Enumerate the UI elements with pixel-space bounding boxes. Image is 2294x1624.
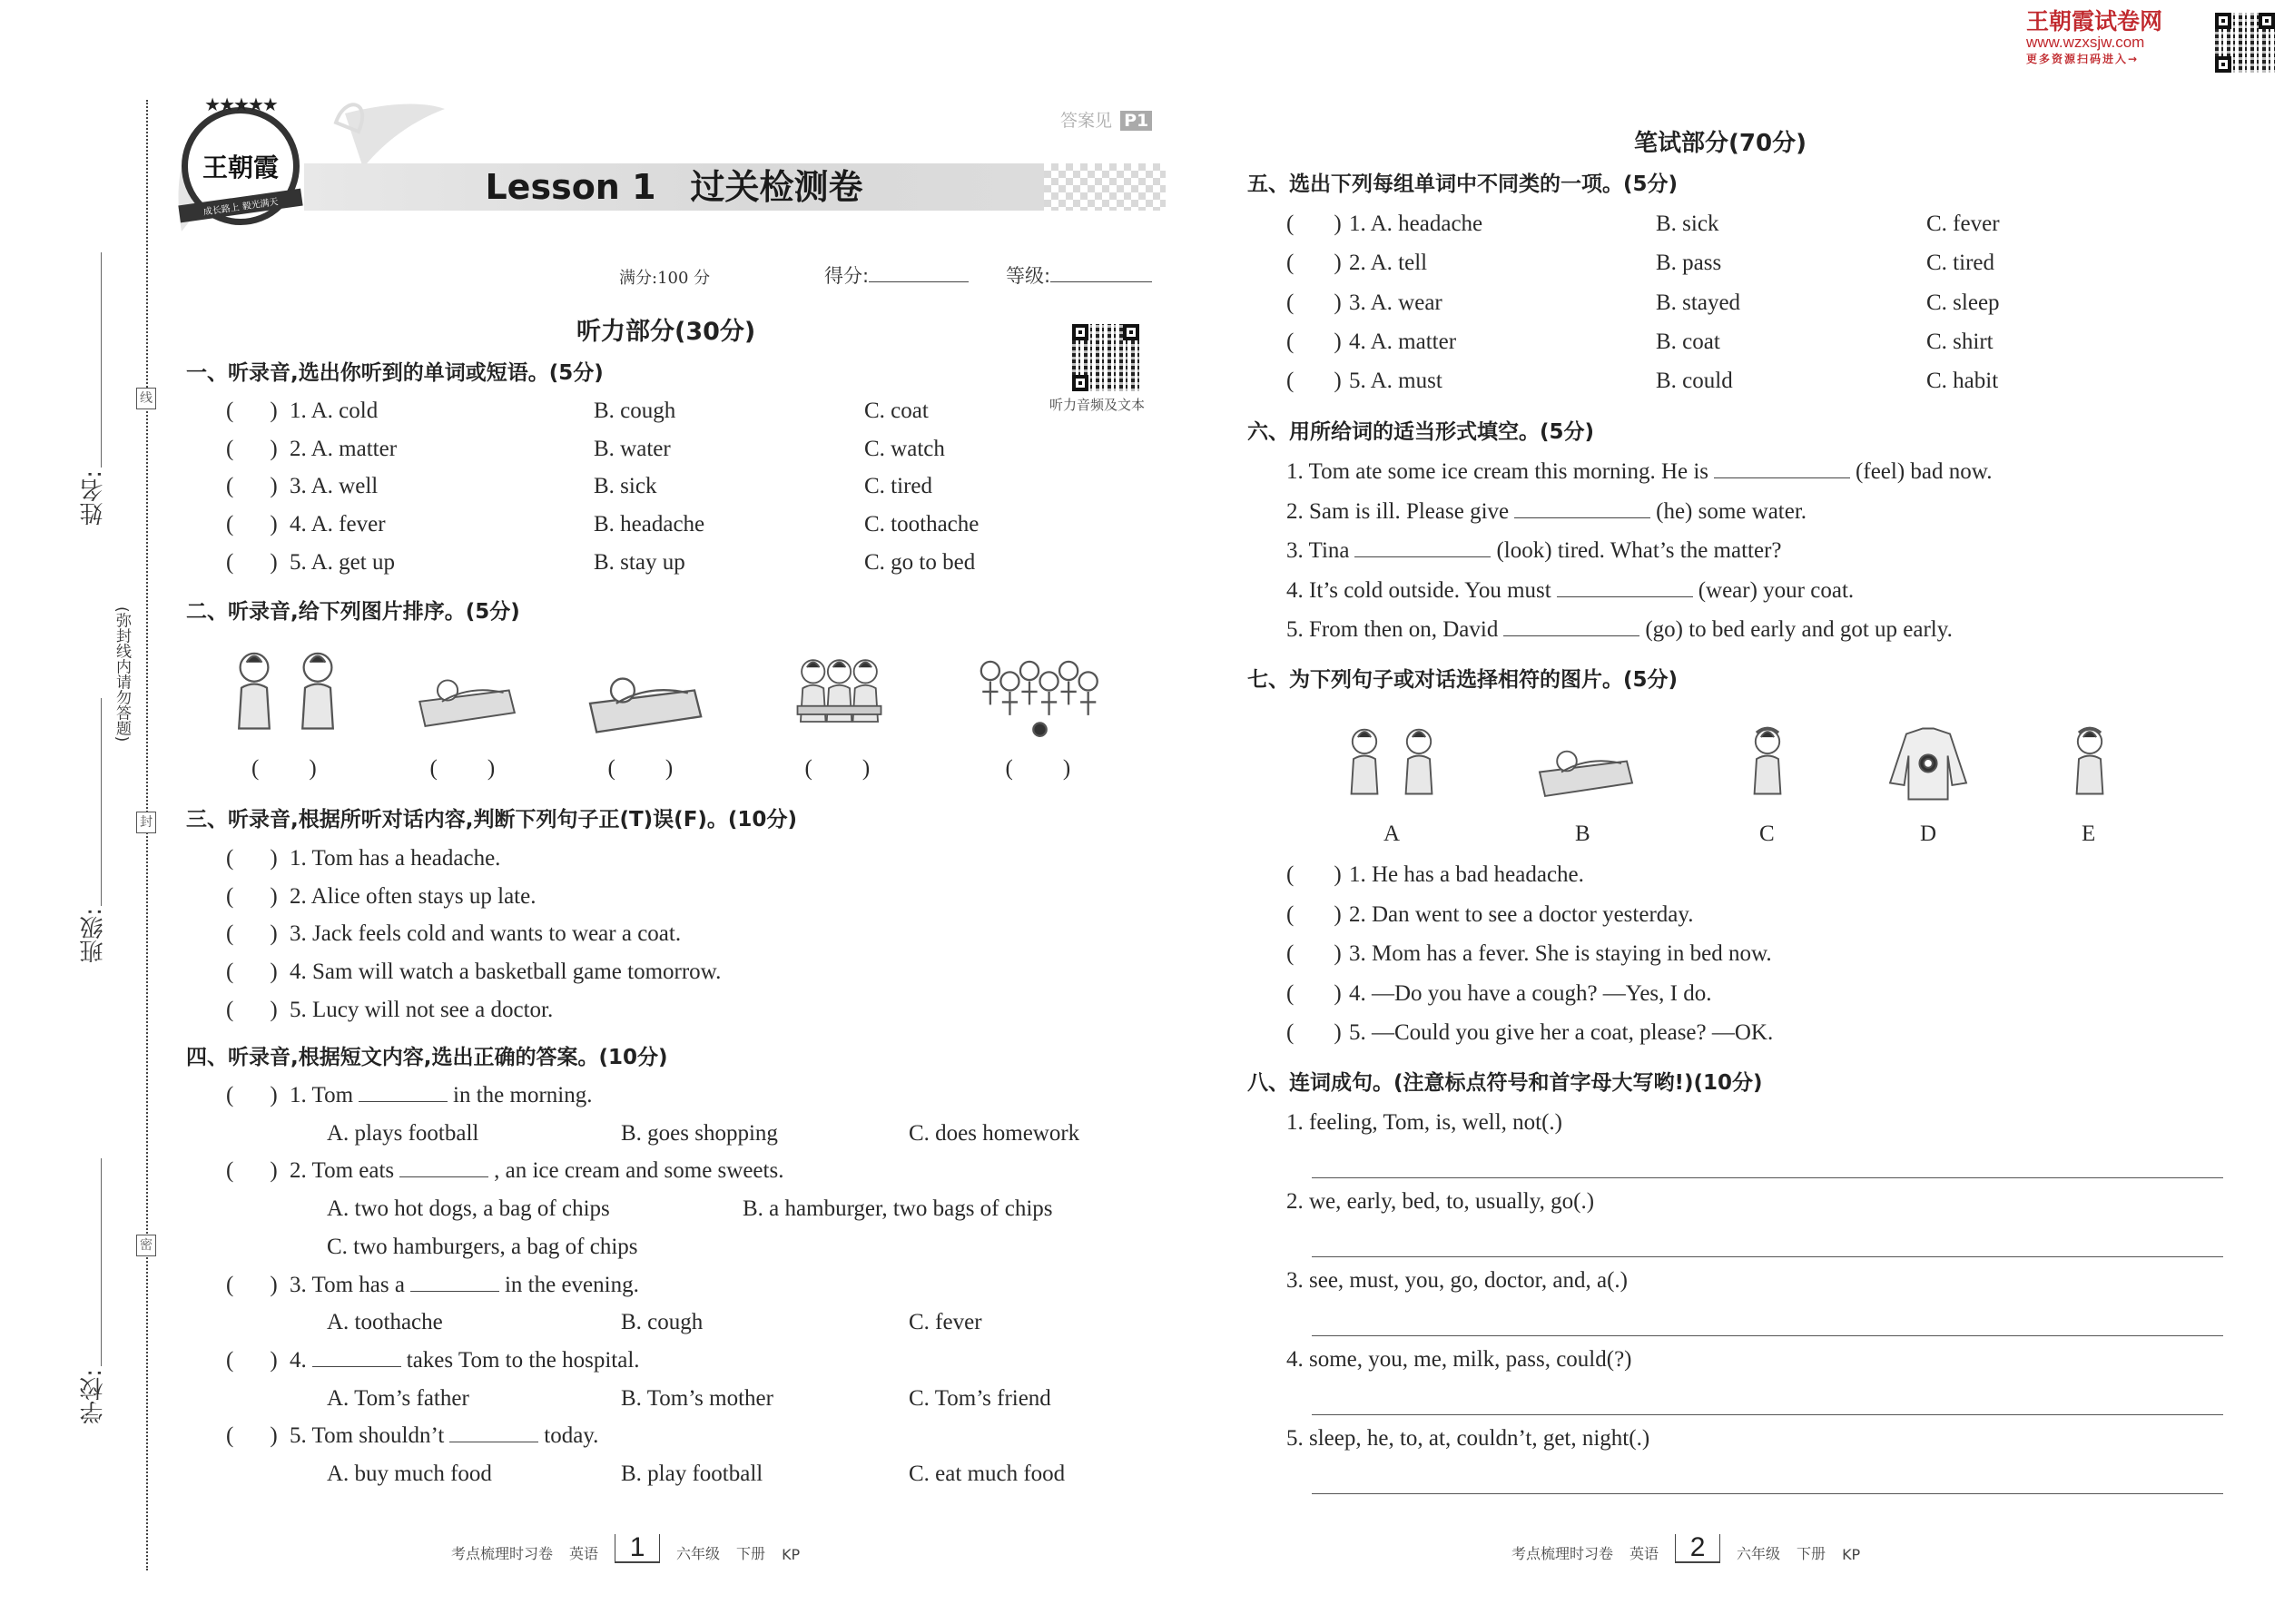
bracket-close: ) — [270, 1423, 278, 1449]
page-title: Lesson 1 过关检测卷 — [485, 167, 863, 207]
answer-bracket[interactable] — [226, 435, 278, 464]
bracket-open: ( — [226, 846, 234, 871]
answer-blank[interactable] — [1557, 576, 1693, 597]
section7-heading: 七、为下列句子或对话选择相符的图片。(5分) — [1247, 668, 1679, 692]
answer-bracket[interactable] — [1006, 754, 1071, 783]
section1-heading: 一、听录音,选出你听到的单词或短语。(5分) — [186, 361, 604, 385]
option-a: 2. A. tell — [1349, 251, 1428, 276]
answer-blank[interactable] — [1354, 536, 1491, 557]
option-c: C. Tom’s friend — [909, 1385, 1051, 1411]
bracket-open: ( — [226, 512, 234, 537]
option-b: B. could — [1656, 369, 1733, 394]
footer-edition: KP — [1842, 1546, 1861, 1563]
class-label: 班级: — [80, 908, 107, 963]
matching-sentence: 5. —Could you give her a coat, please? —OK. — [1349, 1020, 1774, 1046]
option-a: 3. A. wear — [1349, 290, 1442, 315]
picture-label: A — [1383, 822, 1401, 846]
seal-notice: (弥封线内请勿答题) — [113, 606, 131, 743]
answer-bracket[interactable] — [226, 472, 278, 501]
question-stem — [1286, 536, 1782, 566]
picture-label: D — [1920, 822, 1937, 846]
scrambled-words: 3. see, must, you, go, doctor, and, a(.) — [1286, 1268, 1629, 1293]
bracket-close: ) — [270, 1347, 278, 1373]
stem-before: 4. It’s cold outside. You must — [1286, 577, 1551, 603]
stem-after: takes Tom to the hospital. — [406, 1347, 640, 1373]
bracket-open: ( — [226, 1423, 234, 1449]
option-b: B. cough — [621, 1310, 704, 1335]
true-false-statement: 4. Sam will watch a basketball game tomorrow. — [290, 960, 722, 985]
brand-logo-text: 王朝霞 — [202, 153, 279, 182]
option-b: B. coat — [1656, 329, 1720, 354]
true-false-statement: 1. Tom has a headache. — [290, 846, 501, 871]
bracket-open: ( — [1286, 212, 1295, 236]
answer-line[interactable] — [1312, 1256, 2223, 1257]
grade-blank[interactable] — [1050, 261, 1152, 282]
site-logo-tagline: 更多资源扫码进入→ — [2026, 53, 2140, 65]
bracket-open: ( — [804, 756, 812, 781]
answer-bracket[interactable] — [1286, 328, 1342, 357]
score-label: 得分: — [824, 265, 870, 287]
bracket-open: ( — [607, 756, 615, 781]
answer-line[interactable] — [1312, 1493, 2223, 1494]
footer-series: 考点梳理时习卷 — [451, 1545, 554, 1562]
option-a: A. toothache — [327, 1310, 443, 1335]
stem-before: 3. Tina — [1286, 538, 1350, 563]
option-b: B. stay up — [594, 549, 685, 575]
stem-before: 2. Sam is ill. Please give — [1286, 498, 1510, 524]
footer-subject: 英语 — [569, 1545, 599, 1562]
class-line — [101, 698, 102, 906]
option-b: B. stayed — [1656, 290, 1741, 315]
option-a: A. plays football — [327, 1120, 479, 1146]
seal-mark-secret: 密 — [136, 1235, 156, 1256]
answer-bracket[interactable] — [226, 1156, 278, 1186]
bracket-open: ( — [1286, 251, 1295, 276]
question-stem — [290, 1156, 783, 1186]
boy-sleeping-in-bed-picture — [572, 638, 713, 743]
answer-bracket[interactable] — [1286, 249, 1342, 278]
bracket-close: ) — [1334, 251, 1342, 276]
answer-line[interactable] — [1312, 1177, 2223, 1178]
section5-heading: 五、选出下列每组单词中不同类的一项。(5分) — [1247, 172, 1679, 196]
answer-bracket[interactable] — [1286, 940, 1342, 969]
bracket-close: ) — [1334, 290, 1342, 315]
footer-grade: 六年级 — [1737, 1545, 1781, 1562]
logo-stars-icon: ★★★★★ — [204, 95, 277, 115]
bracket-open: ( — [226, 1158, 234, 1184]
option-c: C. watch — [864, 436, 945, 461]
stem-after: today. — [544, 1423, 599, 1449]
seal-mark-line: 线 — [136, 388, 156, 409]
option-c: C. go to bed — [864, 549, 976, 575]
bracket-open: ( — [1286, 980, 1295, 1006]
page1-footer — [451, 1534, 800, 1563]
option-b: B. goes shopping — [621, 1120, 778, 1146]
answer-bracket[interactable] — [226, 397, 278, 426]
matching-sentence: 3. Mom has a fever. She is staying in bed now. — [1349, 941, 1772, 967]
score-field[interactable] — [824, 261, 969, 289]
answer-blank[interactable] — [312, 1346, 401, 1367]
option-a: 4. A. fever — [290, 512, 386, 537]
mother-caring-sick-girl-picture — [222, 638, 350, 743]
option-c: C. eat much food — [909, 1462, 1066, 1486]
answer-bracket[interactable] — [226, 1081, 278, 1110]
answer-blank[interactable] — [410, 1271, 499, 1292]
answer-bracket[interactable] — [1286, 1019, 1342, 1048]
answer-bracket[interactable] — [226, 1271, 278, 1300]
person-in-bed-picture — [1529, 713, 1638, 810]
scrambled-words: 4. some, you, me, milk, pass, could(?) — [1286, 1347, 1632, 1372]
picture-label: E — [2082, 822, 2096, 846]
listening-qr-code-icon[interactable] — [1072, 324, 1139, 391]
option-b: B. sick — [1656, 212, 1719, 236]
page-number: 2 — [1675, 1534, 1720, 1563]
bracket-close: ) — [1334, 329, 1342, 354]
answer-bracket[interactable] — [251, 754, 317, 783]
option-a: 5. A. must — [1349, 369, 1442, 394]
bracket-close: ) — [270, 399, 278, 423]
bracket-close: ) — [1334, 941, 1342, 967]
option-c: C. shirt — [1926, 329, 1994, 354]
scrambled-words: 1. feeling, Tom, is, well, not(.) — [1286, 1110, 1562, 1135]
score-blank[interactable] — [869, 261, 969, 282]
family-at-table-picture — [787, 638, 891, 743]
question-stem — [290, 1422, 598, 1451]
brand-logo-slogan: 成长路上 毅光满天 — [178, 189, 302, 223]
option-b: B. play football — [621, 1462, 763, 1486]
school-line — [101, 1158, 102, 1366]
option-c: C. fever — [1926, 212, 2000, 236]
footer-term: 下册 — [736, 1545, 766, 1562]
answer-bracket[interactable] — [226, 510, 278, 539]
seal-mark-seal: 封 — [136, 812, 156, 833]
picture-label: B — [1575, 822, 1590, 846]
boy-coughing-picture — [1713, 713, 1822, 810]
option-a: 4. A. matter — [1349, 329, 1457, 354]
true-false-statement: 3. Jack feels cold and wants to wear a coat. — [290, 921, 682, 947]
answer-bracket[interactable] — [226, 548, 278, 577]
bracket-open: ( — [226, 1347, 234, 1373]
bracket-close: ) — [270, 436, 278, 461]
answer-bracket[interactable] — [1286, 979, 1342, 1009]
option-a: A. buy much food — [327, 1462, 492, 1486]
bracket-open: ( — [1286, 901, 1295, 927]
option-c: C. coat — [864, 399, 929, 423]
bracket-close: ) — [270, 960, 278, 985]
option-c: C. habit — [1926, 369, 1999, 394]
stem-before: 4. — [290, 1347, 307, 1373]
option-b: B. water — [594, 436, 671, 461]
footer-edition: KP — [782, 1546, 801, 1563]
answer-bracket[interactable] — [226, 920, 278, 949]
answer-blank[interactable] — [1714, 458, 1850, 478]
page2-footer — [1511, 1534, 1860, 1563]
question-stem — [1286, 576, 1854, 605]
option-b: B. headache — [594, 512, 705, 537]
option-a: 3. A. well — [290, 474, 379, 499]
scrambled-words: 5. sleep, he, to, at, couldn’t, get, night(.) — [1286, 1426, 1650, 1451]
option-b: B. pass — [1656, 251, 1722, 276]
matching-sentence: 2. Dan went to see a doctor yesterday. — [1349, 901, 1694, 927]
grade-field[interactable] — [1006, 261, 1152, 289]
answer-reference-label: 答案见 — [1060, 111, 1113, 131]
answer-page-badge: P1 — [1120, 111, 1152, 131]
question-stem — [290, 1346, 640, 1375]
answer-line[interactable] — [1312, 1335, 2223, 1336]
site-logo[interactable] — [2026, 9, 2162, 66]
bracket-close: ) — [270, 921, 278, 947]
bracket-open: ( — [429, 756, 438, 781]
stem-before: 5. From then on, David — [1286, 617, 1499, 642]
bracket-open: ( — [226, 549, 234, 575]
girl-sick-in-bed-picture — [409, 638, 520, 743]
answer-bracket[interactable] — [226, 958, 278, 987]
title-band-pattern — [1044, 163, 1166, 211]
stem-after: in the evening. — [504, 1272, 639, 1297]
written-part-title: 笔试部分(70分) — [1634, 130, 1807, 157]
section6-heading: 六、用所给词的适当形式填空。(5分) — [1247, 420, 1595, 444]
bracket-close: ) — [270, 549, 278, 575]
option-b: B. sick — [594, 474, 657, 499]
option-b: B. cough — [594, 399, 676, 423]
site-logo-name: 王朝霞试卷网 — [2026, 8, 2163, 34]
stem-after: (feel) bad now. — [1856, 459, 1993, 484]
grade-label: 等级: — [1006, 265, 1051, 287]
full-score: 满分:100 分 — [619, 269, 711, 288]
question-stem — [1286, 615, 1953, 645]
answer-bracket[interactable] — [226, 1422, 278, 1451]
option-a: A. Tom’s father — [327, 1385, 469, 1411]
answer-blank[interactable] — [1503, 615, 1639, 636]
bracket-close: ) — [665, 756, 674, 781]
page-number: 1 — [615, 1534, 660, 1563]
bracket-close: ) — [270, 997, 278, 1022]
bracket-close: ) — [270, 1272, 278, 1297]
stem-before: 2. Tom eats — [290, 1158, 395, 1184]
site-logo-url: www.wzxsjw.com — [2026, 34, 2145, 51]
option-c: C. does homework — [909, 1120, 1080, 1146]
question-stem — [290, 1271, 639, 1300]
brand-logo — [182, 95, 300, 225]
question-stem — [290, 1081, 593, 1110]
boy-with-headache-picture — [2035, 713, 2144, 810]
bracket-close: ) — [270, 1158, 278, 1184]
bracket-close: ) — [270, 846, 278, 871]
stem-after: (look) tired. What’s the matter? — [1496, 538, 1782, 563]
bracket-open: ( — [226, 1083, 234, 1107]
bracket-close: ) — [1334, 980, 1342, 1006]
bracket-open: ( — [1286, 941, 1295, 967]
answer-bracket[interactable] — [1286, 861, 1342, 890]
answer-bracket[interactable] — [1286, 901, 1342, 930]
bracket-open: ( — [226, 921, 234, 947]
bracket-close: ) — [270, 512, 278, 537]
section4-heading: 四、听录音,根据短文内容,选出正确的答案。(10分) — [186, 1046, 668, 1069]
bracket-open: ( — [226, 1272, 234, 1297]
bracket-close: ) — [270, 474, 278, 499]
answer-bracket[interactable] — [226, 996, 278, 1025]
option-c: C. two hamburgers, a bag of chips — [327, 1234, 638, 1259]
site-qr-code-icon[interactable] — [2215, 13, 2275, 73]
bracket-open: ( — [1286, 369, 1295, 394]
question-stem — [1286, 458, 1992, 487]
answer-blank[interactable] — [359, 1081, 448, 1102]
stem-before: 1. Tom — [290, 1083, 354, 1107]
answer-line[interactable] — [1312, 1414, 2223, 1415]
option-c: C. tired — [864, 474, 932, 499]
option-a: A. two hot dogs, a bag of chips — [327, 1196, 610, 1222]
option-a: 1. A. headache — [1349, 212, 1483, 236]
answer-blank[interactable] — [399, 1156, 488, 1177]
answer-bracket[interactable] — [1286, 367, 1342, 396]
answer-bracket[interactable] — [1286, 289, 1342, 318]
bracket-open: ( — [226, 399, 234, 423]
bracket-open: ( — [226, 883, 234, 909]
matching-sentence: 4. —Do you have a cough? —Yes, I do. — [1349, 980, 1712, 1006]
bracket-open: ( — [1286, 290, 1295, 315]
matching-sentence: 1. He has a bad headache. — [1349, 862, 1584, 887]
footer-grade: 六年级 — [676, 1545, 721, 1562]
answer-bracket[interactable] — [805, 754, 871, 783]
option-b: B. Tom’s mother — [621, 1385, 773, 1411]
option-c: C. sleep — [1926, 290, 2000, 315]
stem-before: 3. Tom has a — [290, 1272, 405, 1297]
bracket-open: ( — [251, 756, 260, 781]
doctor-and-boy-picture — [1337, 713, 1446, 810]
bracket-close: ) — [1334, 901, 1342, 927]
true-false-statement: 5. Lucy will not see a doctor. — [290, 997, 554, 1022]
children-playing-football-picture — [973, 638, 1107, 743]
bracket-close: ) — [861, 756, 871, 781]
bracket-open: ( — [1286, 329, 1295, 354]
qr-caption: 听力音频及文本 — [1049, 397, 1146, 413]
stem-before: 1. Tom ate some ice cream this morning. He is — [1286, 459, 1709, 484]
binding-dotted-line — [146, 100, 148, 1570]
answer-blank[interactable] — [449, 1422, 538, 1442]
footer-term: 下册 — [1797, 1545, 1826, 1562]
answer-bracket[interactable] — [226, 1346, 278, 1375]
bracket-open: ( — [226, 997, 234, 1022]
option-c: C. fever — [909, 1310, 982, 1335]
footer-subject: 英语 — [1629, 1545, 1659, 1562]
bracket-open: ( — [1286, 862, 1295, 887]
option-a: 1. A. cold — [290, 399, 379, 423]
answer-reference — [1060, 107, 1152, 132]
stem-after: in the morning. — [453, 1083, 593, 1107]
answer-bracket[interactable] — [226, 844, 278, 873]
bracket-close: ) — [1334, 1020, 1342, 1046]
listening-part-title: 听力部分(30分) — [576, 318, 756, 346]
name-line — [101, 252, 102, 468]
stem-after: (wear) your coat. — [1698, 577, 1855, 603]
option-c: C. toothache — [864, 512, 980, 537]
bracket-open: ( — [1286, 1020, 1295, 1046]
answer-bracket[interactable] — [430, 754, 496, 783]
bracket-close: ) — [309, 756, 317, 781]
coat-picture — [1874, 713, 1983, 810]
stem-after: (go) to bed early and got up early. — [1645, 617, 1953, 642]
option-c: C. tired — [1926, 251, 1994, 276]
answer-bracket[interactable] — [226, 882, 278, 911]
name-label: 姓名: — [80, 470, 107, 526]
answer-bracket[interactable] — [1286, 210, 1342, 239]
stem-after: (he) some water. — [1656, 498, 1807, 524]
bracket-close: ) — [1062, 756, 1071, 781]
option-a: 5. A. get up — [290, 549, 395, 575]
section2-heading: 二、听录音,给下列图片排序。(5分) — [186, 600, 520, 624]
bracket-open: ( — [226, 474, 234, 499]
bracket-close: ) — [1334, 212, 1342, 236]
bracket-open: ( — [1005, 756, 1013, 781]
answer-blank[interactable] — [1514, 497, 1650, 518]
section3-heading: 三、听录音,根据所听对话内容,判断下列句子正(T)误(F)。(10分) — [186, 808, 797, 832]
section8-heading: 八、连词成句。(注意标点符号和首字母大写哟!)(10分) — [1247, 1071, 1763, 1095]
bracket-close: ) — [270, 1083, 278, 1107]
bracket-open: ( — [226, 436, 234, 461]
footer-series: 考点梳理时习卷 — [1511, 1545, 1614, 1562]
option-a: 2. A. matter — [290, 436, 398, 461]
bracket-close: ) — [1334, 862, 1342, 887]
bracket-close: ) — [1334, 369, 1342, 394]
true-false-statement: 2. Alice often stays up late. — [290, 883, 537, 909]
question-stem — [1286, 497, 1807, 527]
stem-after: , an ice cream and some sweets. — [494, 1158, 784, 1184]
scrambled-words: 2. we, early, bed, to, usually, go(.) — [1286, 1189, 1595, 1214]
stem-before: 5. Tom shouldn’t — [290, 1423, 445, 1449]
bracket-close: ) — [270, 883, 278, 909]
option-b: B. a hamburger, two bags of chips — [743, 1196, 1053, 1222]
bracket-close: ) — [487, 756, 496, 781]
bracket-open: ( — [226, 960, 234, 985]
picture-label: C — [1759, 822, 1775, 846]
answer-bracket[interactable] — [608, 754, 674, 783]
school-label: 学校: — [80, 1369, 107, 1424]
